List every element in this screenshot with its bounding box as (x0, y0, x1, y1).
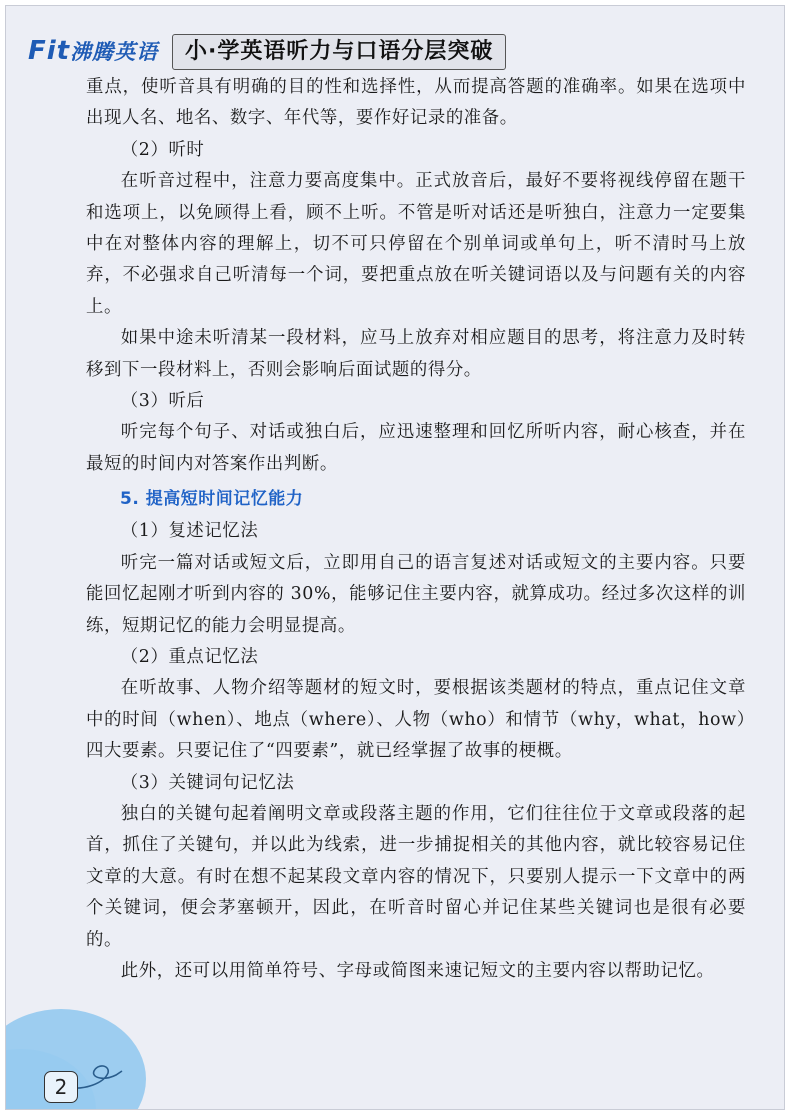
paragraph: 听完每个句子、对话或独白后，应迅速整理和回忆所听内容，耐心核查，并在最短的时间内对答案作出判断。 (86, 422, 746, 474)
series-title: 小·学英语听力与口语分层突破 (172, 34, 506, 70)
page-number: 2 (44, 1071, 78, 1103)
subsection-label-key-points: （2）重点记忆法 (120, 646, 259, 667)
paragraph: 听完一篇对话或短文后，立即用自己的语言复述对话或短文的主要内容。只要能回忆起刚才听到内容的 30%，能够记住主要内容，就算成功。经过多次这样的训练，短期记忆的能力会明显提高。 (86, 552, 746, 636)
paragraph: 如果中途未听清某一段材料，应马上放弃对相应题目的思考，将注意力及时转移到下一段材料上，否则会影响后面试题的得分。 (86, 328, 746, 380)
brand-logo (28, 36, 158, 66)
subsection-label-retell: （1）复述记忆法 (120, 521, 259, 542)
book-page (5, 5, 785, 1110)
subsection-label-after-listening: （3）听后 (120, 391, 205, 412)
paragraph-continued: 重点，使听音具有明确的目的性和选择性，从而提高答题的准确率。如果在选项中出现人名、地名、数字、年代等，要作好记录的准备。 (86, 77, 746, 129)
paragraph: 在听故事、人物介绍等题材的短文时，要根据该类题材的特点，重点记住文章中的时间（when）、地点（where）、人物（who）和情节（why，what，how）四大要素。只要记住了“四要素”，就已经掌握了故事的梗概。 (86, 678, 746, 762)
paragraph: 在听音过程中，注意力要高度集中。正式放音后，最好不要将视线停留在题干和选项上，以免顾得上看，顾不上听。不管是听对话还是听独白，注意力一定要集中在对整体内容的理解上，切不可只停留在个别单词或单句上，听不清时马上放弃，不必强求自己听清每一个词，要把重点放在听关键词语以及与问题有关的内容上。 (86, 171, 746, 317)
subsection-label-listening-during: （2）听时 (120, 139, 205, 160)
section-heading: 5. 提高短时间记忆能力 (120, 489, 304, 510)
page-content (86, 72, 746, 987)
subsection-label-keywords: （3）关键词句记忆法 (120, 772, 295, 793)
logo-cn-text: 沸腾英语 (70, 40, 159, 64)
paragraph: 此外，还可以用简单符号、字母或简图来速记短文的主要内容以帮助记忆。 (120, 960, 715, 981)
paragraph: 独白的关键句起着阐明文章或段落主题的作用，它们往往位于文章或段落的起首，抓住了关键句，并以此为线索，进一步捕捉相关的其他内容，就比较容易记住文章的大意。有时在想不起某段文章内容的情况下，只要别人提示一下文章中的两个关键词，便会茅塞顿开，因此，在听音时留心并记住某些关键词也是很有必要的。 (86, 803, 746, 950)
page-header (6, 6, 784, 68)
logo-fit-text: Fit (28, 36, 71, 66)
